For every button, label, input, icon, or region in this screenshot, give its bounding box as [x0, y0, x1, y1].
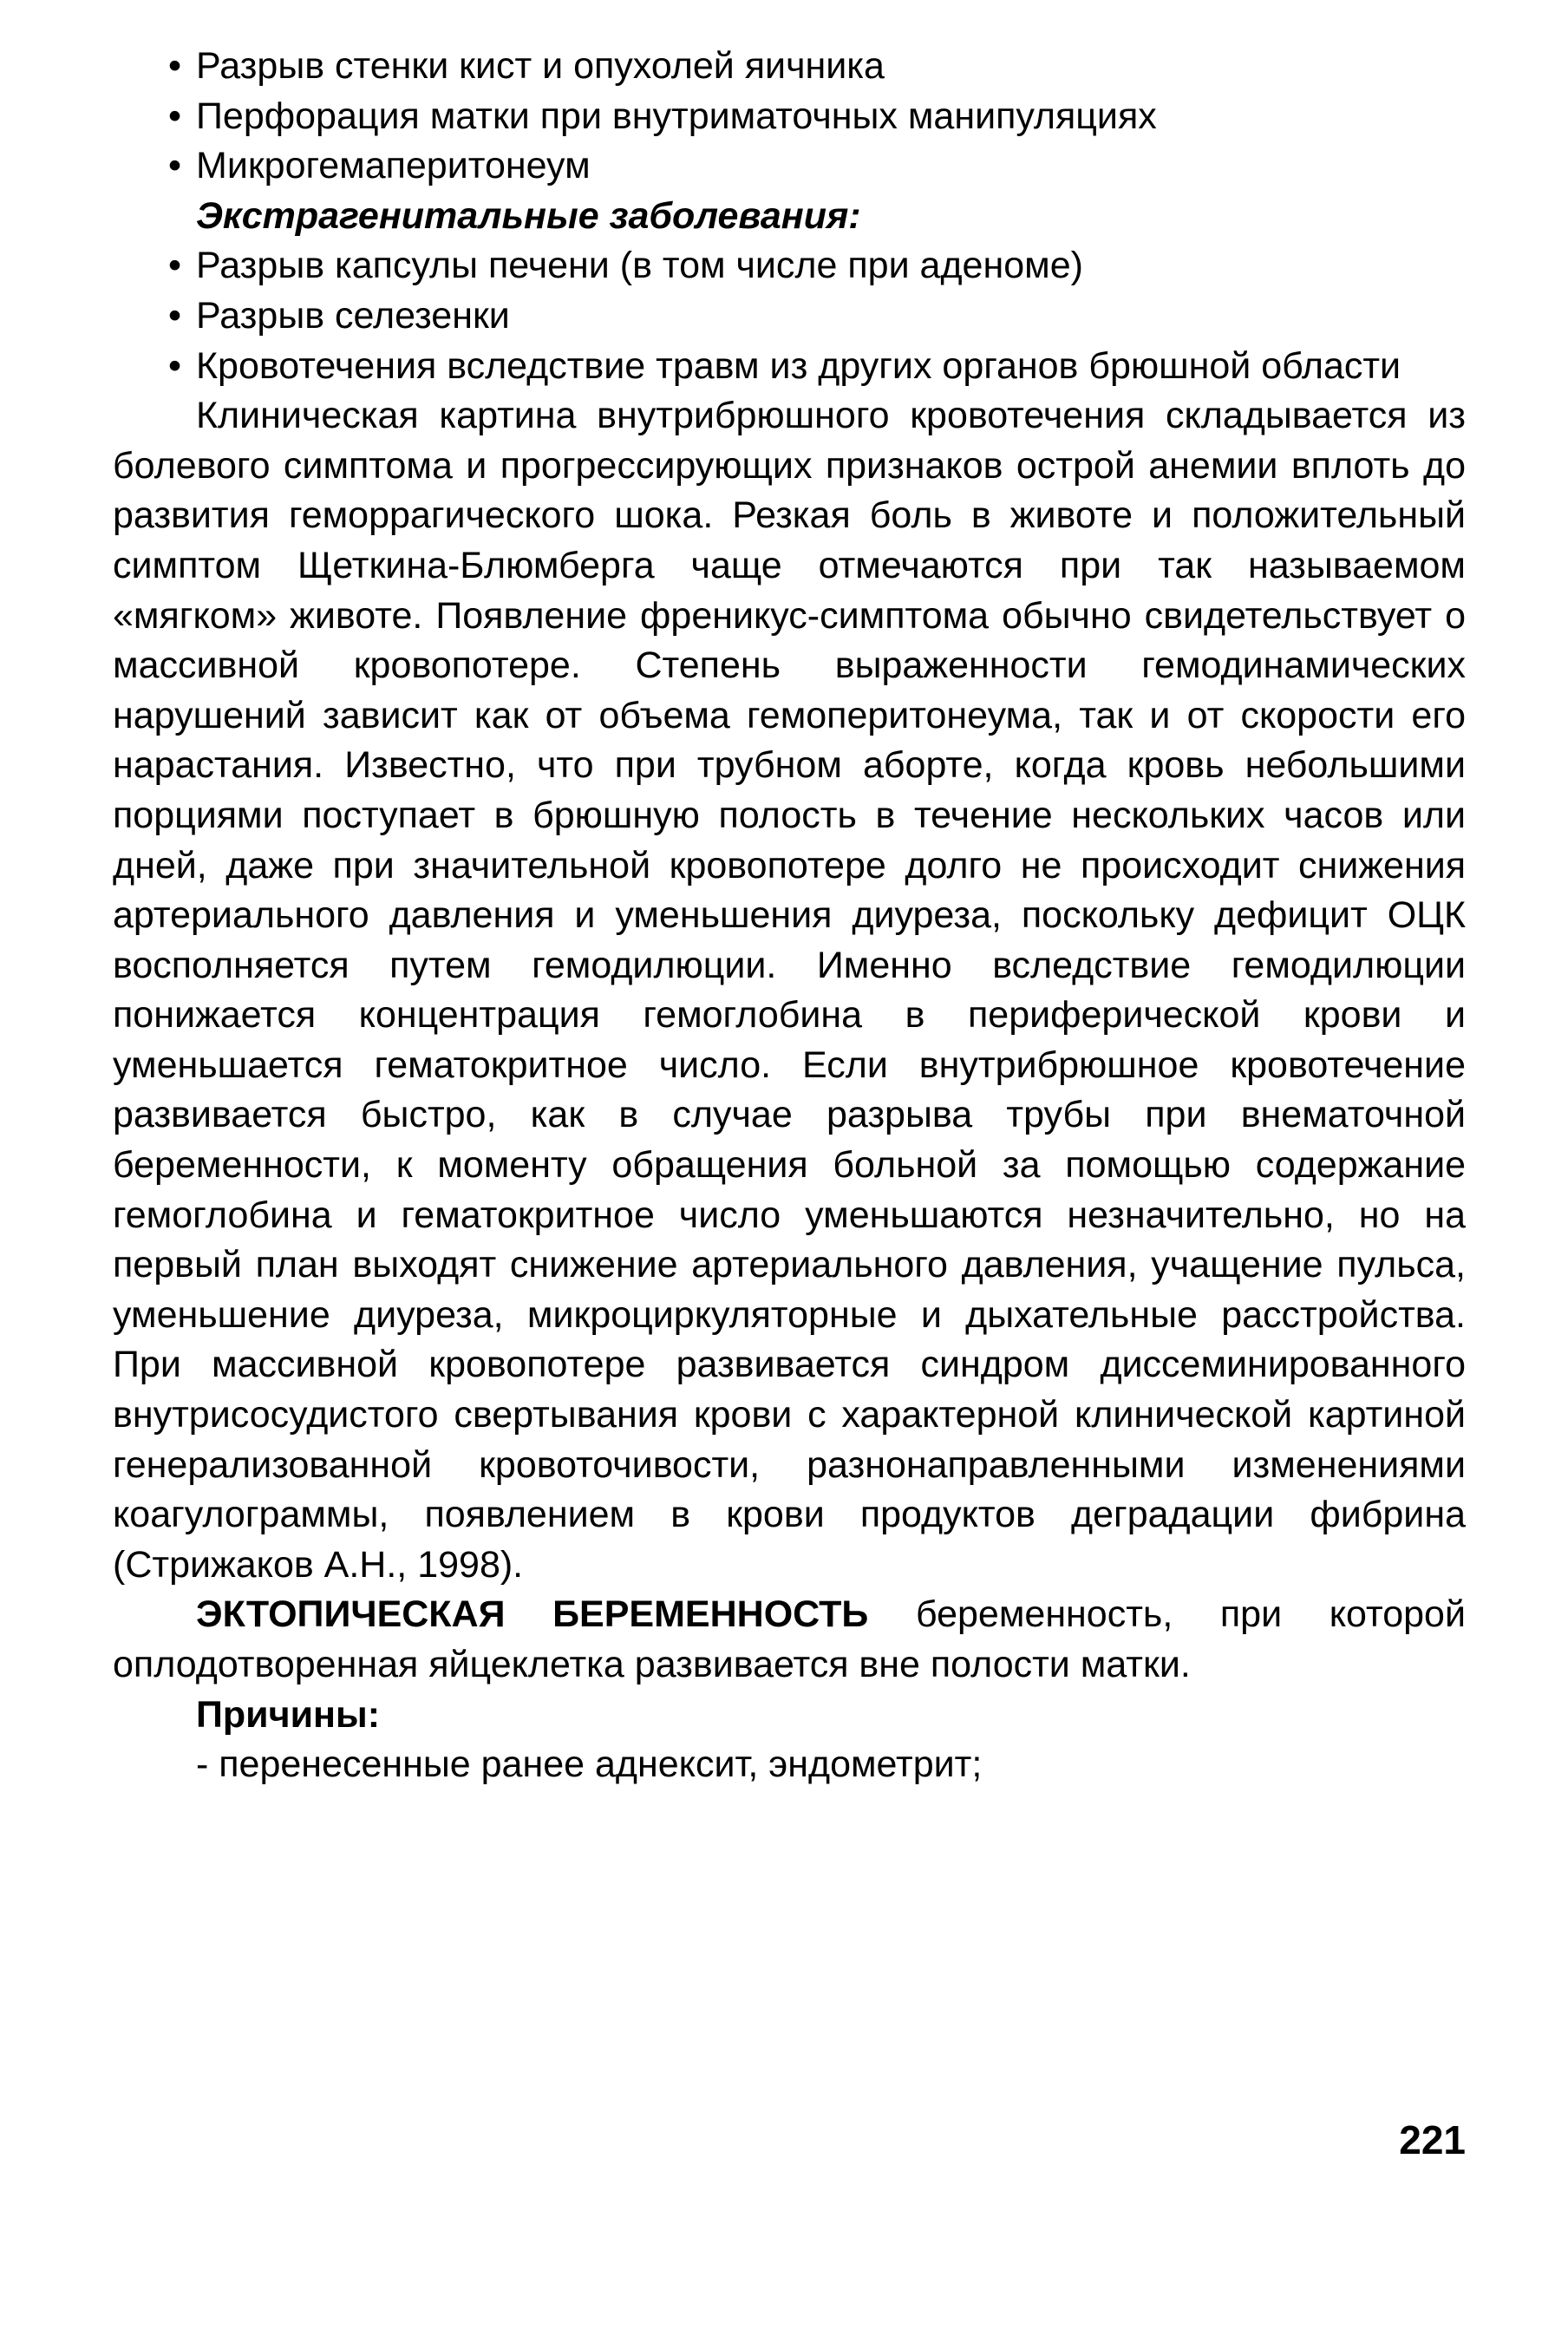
list-item: • Разрыв капсулы печени (в том числе при аденоме) — [113, 241, 1466, 291]
list-item: • Кровотечения вследствие травм из других органов брюшной области — [113, 342, 1466, 392]
body-paragraph: Клиническая картина внутрибрюшного кровотечения складывается из болевого симптома и прогрессирующих признаков острой анемии вплоть до развития геморрагического шока. Резкая боль в животе и положительный симптом Щеткина-Блюмберга чаще отмечаются при так называемом «мягком» животе. Появление френикус-симптома обычно свидетельствует о массивной кровопотере. Степень выраженности гемодинамических нарушений зависит как от объема гемоперитонеума, так и от скорости его нарастания. Известно, что при трубном аборте, когда кровь небольшими порциями поступает в брюшную полость в течение нескольких часов или дней, даже при значительной кровопотере долго не происходит снижения артериального давления и уменьшения диуреза, поскольку дефицит ОЦК восполняется путем гемодилюции. Именно вследствие гемодилюции понижается концентрация гемоглобина в периферической крови и уменьшается гематокритное число. Если внутрибрюшное кровотечение развивается быстро, как в случае разрыва трубы при внематочной беременности, к моменту обращения больной за помощью содержание гемоглобина и гематокритное число уменьшаются незначительно, но на первый план выходят снижение артериального давления, учащение пульса, уменьшение диуреза, микроциркуляторные и дыхательные расстройства. При массивной кровопотере развивается синдром диссеминированного внутрисосудистого свертывания крови с характерной клинической картиной генерализованной кровоточивости, разнонаправленными изменениями коагулограммы, появлением в крови продуктов деградации фибрина (Стрижаков А.Н., 1998). — [113, 395, 1466, 1586]
list-item: • Разрыв селезенки — [113, 291, 1466, 342]
list-item: - перенесенные ранее аднексит, эндометрит; — [196, 1743, 983, 1786]
section-subheading: Экстрагенитальные заболевания: — [196, 194, 861, 237]
page-number: 221 — [1399, 2117, 1466, 2162]
list-item: • Перфорация матки при внутриматочных манипуляциях — [113, 92, 1466, 142]
page-body — [113, 42, 1466, 1790]
list-item: • Микрогемаперитонеум — [113, 141, 1466, 192]
list-item: • Разрыв стенки кист и опухолей яичника — [113, 42, 1466, 92]
definition-paragraph — [113, 1590, 1466, 1690]
definition-text: беременность, при которой оплодотворенная яйцеклетка развивается вне полости матки. — [113, 1593, 1466, 1685]
causes-heading: Причины: — [196, 1693, 381, 1736]
defined-term: ЭКТОПИЧЕСКАЯ БЕРЕМЕННОСТЬ — [196, 1593, 869, 1636]
